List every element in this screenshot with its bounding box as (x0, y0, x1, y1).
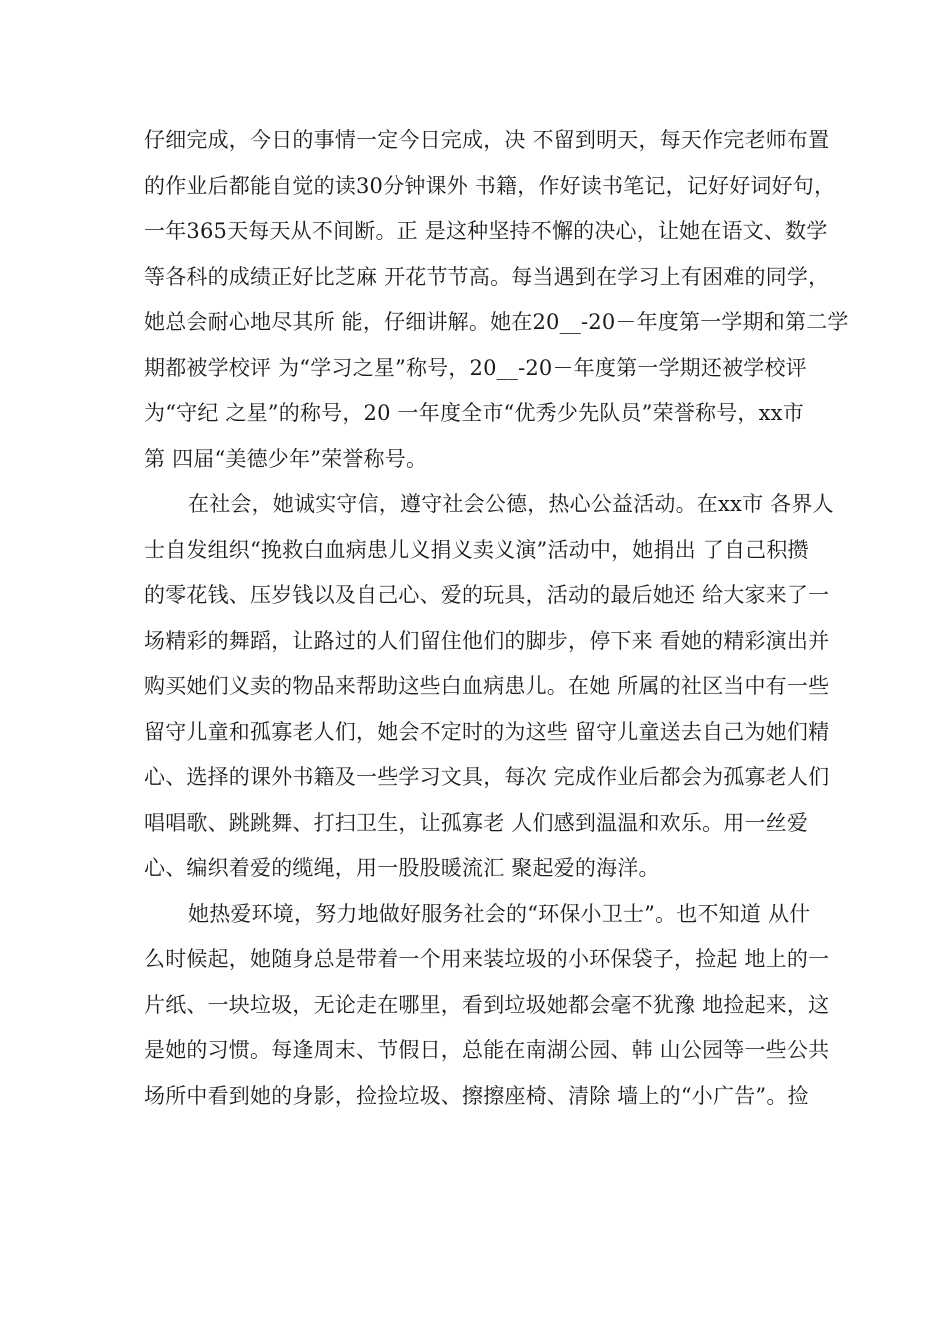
text-line: 的零花钱、压岁钱以及自己心、爱的玩具，活动的最后她还 给大家来了一 (144, 583, 830, 607)
text-line: 的作业后都能自觉的读30分钟课外 书籍，作好读书笔记，记好好词好句， (144, 173, 836, 198)
paragraph-environment (144, 892, 830, 1120)
text-line: 一年365天每天从不间断。正 是这种坚持不懈的决心，让她在语文、数学 (144, 219, 828, 243)
text-line: 仔细完成，今日的事情一定今日完成，决 不留到明天，每天作完老师布置 (144, 128, 830, 152)
text-line: 场精彩的舞蹈，让路过的人们留住他们的脚步，停下来 看她的精彩演出并 (144, 628, 830, 653)
text-line: 为“守纪 之星”的称号，20 一年度全市“优秀少先队员”荣誉称号，xx市 (144, 401, 804, 425)
text-line: 在社会，她诚实守信，遵守社会公德，热心公益活动。在xx市 各界人 (188, 492, 834, 516)
document-body (144, 118, 849, 1119)
text-line: 她总会耐心地尽其所 能，仔细讲解。她在20__-20－年度第一学期和第二学 (144, 310, 849, 334)
text-line: 期都被学校评 为“学习之星”称号，20__-20－年度第一学期还被学校评 (144, 355, 807, 380)
text-line: 么时候起，她随身总是带着一个用来装垃圾的小环保袋子，捡起 地上的一 (144, 947, 830, 971)
text-line: 等各科的成绩正好比芝麻 开花节节高。每当遇到在学习上有困难的同学， (144, 264, 830, 289)
text-line: 心、选择的课外书籍及一些学习文具，每次 完成作业后都会为孤寡老人们 (144, 765, 830, 789)
text-line: 心、编织着爱的缆绳，用一股股暖流汇 聚起爱的海洋。 (144, 856, 660, 880)
text-line: 购买她们义卖的物品来帮助这些白血病患儿。在她 所属的社区当中有一些 (144, 674, 830, 698)
paragraph-society (144, 482, 834, 892)
text-line: 第 四届“美德少年”荣誉称号。 (144, 446, 428, 471)
text-line: 她热爱环境，努力地做好服务社会的“环保小卫士”。也不知道 从什 (188, 901, 811, 926)
text-line: 片纸、一块垃圾，无论走在哪里，看到垃圾她都会毫不犹豫 地捡起来，这 (144, 992, 830, 1017)
text-line: 是她的习惯。每逢周末、节假日，总能在南湖公园、韩 山公园等一些公共 (144, 1038, 830, 1062)
text-line: 留守儿童和孤寡老人们，她会不定时的为这些 留守儿童送去自己为她们精 (144, 719, 830, 744)
paragraph-achievements (144, 118, 849, 482)
text-line: 场所中看到她的身影，捡捡垃圾、擦擦座椅、清除 墙上的“小广告”。捡 (144, 1083, 809, 1108)
text-line: 唱唱歌、跳跳舞、打扫卫生，让孤寡老 人们感到温温和欢乐。用一丝爱 (144, 810, 809, 835)
text-line: 士自发组织“挽救白血病患儿义捐义卖义演”活动中，她捐出 了自己积攒 (144, 537, 809, 562)
